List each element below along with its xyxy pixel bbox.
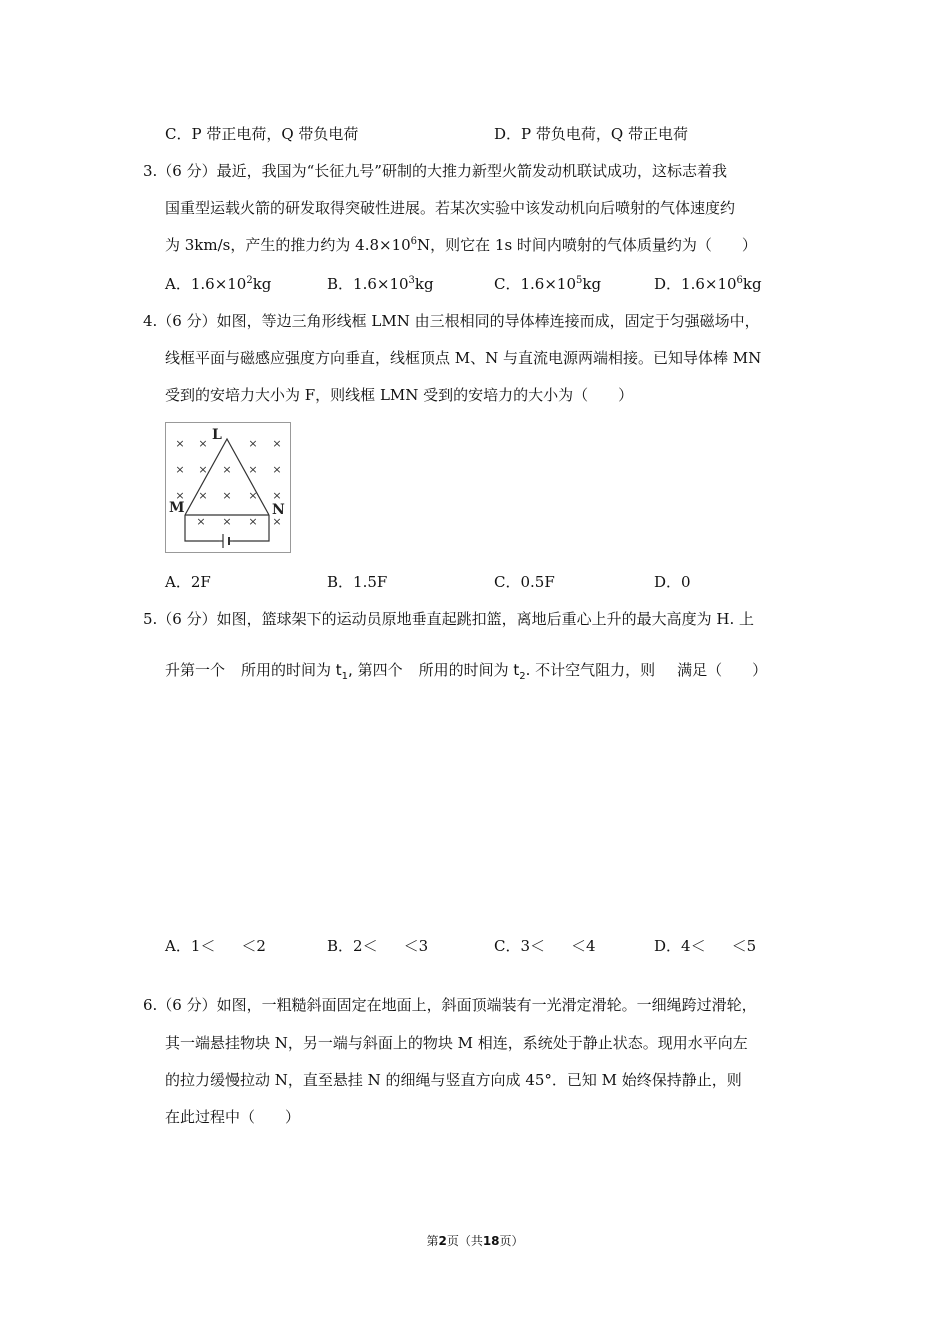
page-number: 2 xyxy=(438,1234,447,1248)
field-mark: × xyxy=(248,463,258,476)
q5-option-a: A．1＜ ＜2 xyxy=(165,937,266,955)
field-mark: × xyxy=(248,489,258,502)
field-mark: × xyxy=(248,515,258,528)
field-mark: × xyxy=(272,437,282,450)
q4-option-a: A．2F xyxy=(165,573,211,591)
q4-option-c: C．0.5F xyxy=(494,573,555,591)
field-mark: × xyxy=(196,515,206,528)
field-mark: × xyxy=(222,515,232,528)
vertex-label-m: M xyxy=(169,500,185,516)
field-mark: × xyxy=(222,463,232,476)
q4-stem-line1: 4.（6 分）如图，等边三角形线框 LMN 由三根相同的导体棒连接而成，固定于匀强磁场中， xyxy=(143,312,760,330)
q3-stem-line1: 3.（6 分）最近，我国为“长征九号”研制的大推力新型火箭发动机联试成功，这标志着我 xyxy=(143,162,727,180)
q3-option-a: A．$1.6\times 10^2kg$ xyxy=(165,275,272,293)
q2-option-d: D．P 带负电荷，Q 带正电荷 xyxy=(494,125,688,143)
field-mark: × xyxy=(198,463,208,476)
q4-stem-line3: 受到的安培力大小为 F，则线框 LMN 受到的安培力的大小为（ ） xyxy=(165,386,634,404)
q4-option-b: B．1.5F xyxy=(327,573,388,591)
q5-option-c: C．3＜ ＜4 xyxy=(494,937,596,955)
q2-option-c: C．P 带正电荷，Q 带负电荷 xyxy=(165,125,359,143)
field-mark: × xyxy=(222,489,232,502)
q3-option-b: B．$1.6\times 10^3kg$ xyxy=(327,275,434,293)
field-mark: × xyxy=(248,437,258,450)
field-mark: × xyxy=(175,463,185,476)
field-mark: × xyxy=(272,515,282,528)
field-mark: × xyxy=(175,437,185,450)
q4-option-d: D．0 xyxy=(654,573,691,591)
q6-stem-line3: 的拉力缓慢拉动 N，直至悬挂 N 的细绳与竖直方向成 45°．已知 M 始终保持静止，则 xyxy=(165,1071,742,1089)
q3-stem-line2: 国重型运载火箭的研发取得突破性进展。若某次实验中该发动机向后喷射的气体速度约 xyxy=(165,199,736,217)
q5-stem-line1: 5.（6 分）如图，篮球架下的运动员原地垂直起跳扣篮，离地后重心上升的最大高度为 H. 上 xyxy=(143,610,755,628)
field-mark: × xyxy=(272,463,282,476)
vertex-label-n: N xyxy=(272,502,285,518)
q5-option-d: D．4＜ ＜5 xyxy=(654,937,757,955)
q4-stem-line2: 线框平面与磁感应强度方向垂直，线框顶点 M、N 与直流电源两端相接。已知导体棒 MN xyxy=(165,349,762,367)
page-footer: 第2页（共18页） xyxy=(426,1234,524,1248)
field-mark: × xyxy=(198,489,208,502)
page-total: 18 xyxy=(482,1234,500,1248)
q5-stem-line2: 升第一个 所用的时间为 $t_1$, 第四个 所用的时间为 $t_2$. 不计空气阻力，则 满足（ ） xyxy=(165,661,768,682)
field-mark: × xyxy=(272,489,282,502)
q3-option-d: D．$1.6\times 10^6kg$ xyxy=(654,275,762,293)
vertex-label-l: L xyxy=(212,427,222,443)
field-mark: × xyxy=(175,489,185,502)
field-mark: × xyxy=(198,437,208,450)
q6-stem-line4: 在此过程中（ ） xyxy=(165,1108,301,1126)
q6-stem-line1: 6.（6 分）如图，一粗糙斜面固定在地面上，斜面顶端装有一光滑定滑轮。一细绳跨过滑轮， xyxy=(143,996,757,1014)
q3-option-c: C．$1.6\times 10^5kg$ xyxy=(494,275,602,293)
q5-option-b: B．2＜ ＜3 xyxy=(327,937,429,955)
triangle-frame-figure xyxy=(165,422,291,553)
q3-stem-line3: 为 3km/s，产生的推力约为 $4.8\times 10^6N$，则它在 1s 时间内喷射的气体质量约为（ ） xyxy=(165,236,757,254)
q6-stem-line2: 其一端悬挂物块 N，另一端与斜面上的物块 M 相连，系统处于静止状态。现用水平向左 xyxy=(165,1034,748,1052)
